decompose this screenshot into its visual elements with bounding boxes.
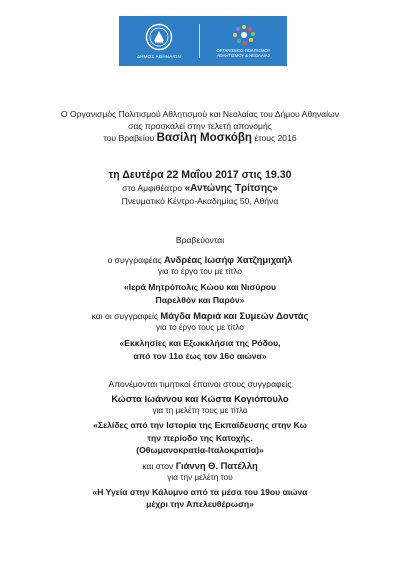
honors-section — [0, 378, 400, 511]
header-banner — [119, 16, 287, 66]
awards-heading: Βραβεύονται — [175, 235, 225, 245]
intro-award-prefix: του Βραβείου — [103, 133, 157, 143]
second-authors-names: Μάγδα Μαριά και Συμεών Δοντάς — [160, 310, 309, 321]
intro-line-1: Ο Οργανισμός Πολιτισμού Αθλητισμού και Νεολαίας του Δήμου Αθηναίων — [60, 109, 340, 119]
honors-first-names: Κώστα Ιωάννου και Κώστα Κογιόπουλο — [111, 393, 289, 404]
honors-first-work-intro: για τη μελέτη τους με τίτλο — [152, 406, 248, 415]
second-work-title-1: «Εκκλησίες και Εξωκκλήσια της Ρόδου, — [119, 338, 281, 348]
honors-first-title-2: την περίοδο της Κατοχής. — [147, 432, 253, 443]
honors-second-work-intro: για την μελέτη του — [167, 472, 233, 482]
honors-second-title-1: «Η Υγεία στην Κάλυμνο από τα μέσα του 19ου αιώνα — [92, 486, 308, 497]
awards-section — [0, 234, 400, 362]
intro-line-3 — [0, 132, 400, 144]
event-section — [0, 168, 400, 207]
colorful-burst-icon — [231, 24, 257, 46]
first-author-name: Ανδρέας Ιωσήφ Χατζημιχαήλ — [164, 254, 293, 265]
first-work-title-1: «Ιερά Μητρόπολις Κώου και Νισύρου — [124, 282, 276, 292]
intro-line-2: σας προσκαλεί στην τελετή απονομής — [128, 121, 272, 131]
first-work-title-2: Παρελθόν και Παρόν» — [155, 294, 245, 305]
honors-second-name: Γιάννη Θ. Πατέλλη — [175, 459, 258, 471]
honors-second-author — [0, 460, 400, 472]
honors-first-title-3: (Οθωμανοκρατία-Ιταλοκρατία)» — [136, 445, 264, 455]
honors-second-prefix: και στον — [142, 460, 176, 471]
honors-first-title-1: «Σελίδες από την Ιστορία της Εκπαίδευσης στην Κω — [93, 420, 307, 430]
event-venue — [0, 182, 400, 195]
city-logo-caption: ΔΗΜΟΣ ΑΘΗΝΑΙΩΝ — [137, 54, 181, 59]
organization-caption-line1: ΟΡΓΑΝΙΣΜΟΣ ΠΟΛΙΤΙΣΜΟΥ — [216, 47, 271, 53]
first-work-intro: για το έργο του με τίτλο — [158, 267, 242, 276]
organization-caption-line2: ΑΘΛΗΤΙΣΜΟΥ & ΝΕΟΛΑΙΑΣ — [216, 53, 271, 58]
second-work-title-2: από τον 11ο έως τον 16ο αιώνα» — [133, 350, 267, 361]
venue-name: «Αντώνης Τρίτσης» — [184, 183, 278, 194]
second-work-intro: για το έργο τους με τίτλο — [156, 323, 244, 332]
award-name: Βασίλη Μοσκόβη — [156, 131, 253, 144]
first-author-prefix: ο συγγραφέας — [107, 255, 165, 265]
organization-logo — [200, 16, 287, 66]
intro-award-year: έτους 2016 — [252, 133, 297, 143]
event-address: Πνευματικό Κέντρο-Ακαδημίας 50, Αθήνα — [121, 196, 279, 206]
honors-second-title-2: μέχρι την Απελευθέρωση» — [146, 499, 254, 509]
honors-heading: Απονέμονται τιμητικοί έπαινοι στους συγγραφείς — [108, 379, 292, 389]
second-authors-prefix: και οι συγγραφείς — [91, 311, 161, 321]
second-award-authors — [0, 310, 400, 322]
event-date: τη Δευτέρα 22 Μαΐου 2017 στις 19.30 — [108, 169, 292, 181]
intro-section — [0, 108, 400, 144]
organization-logo-caption — [217, 48, 271, 58]
first-award-author — [0, 254, 400, 266]
city-logo — [119, 16, 199, 66]
city-seal-icon — [145, 23, 173, 51]
venue-prefix: στο Αμφιθέατρο — [122, 183, 185, 193]
